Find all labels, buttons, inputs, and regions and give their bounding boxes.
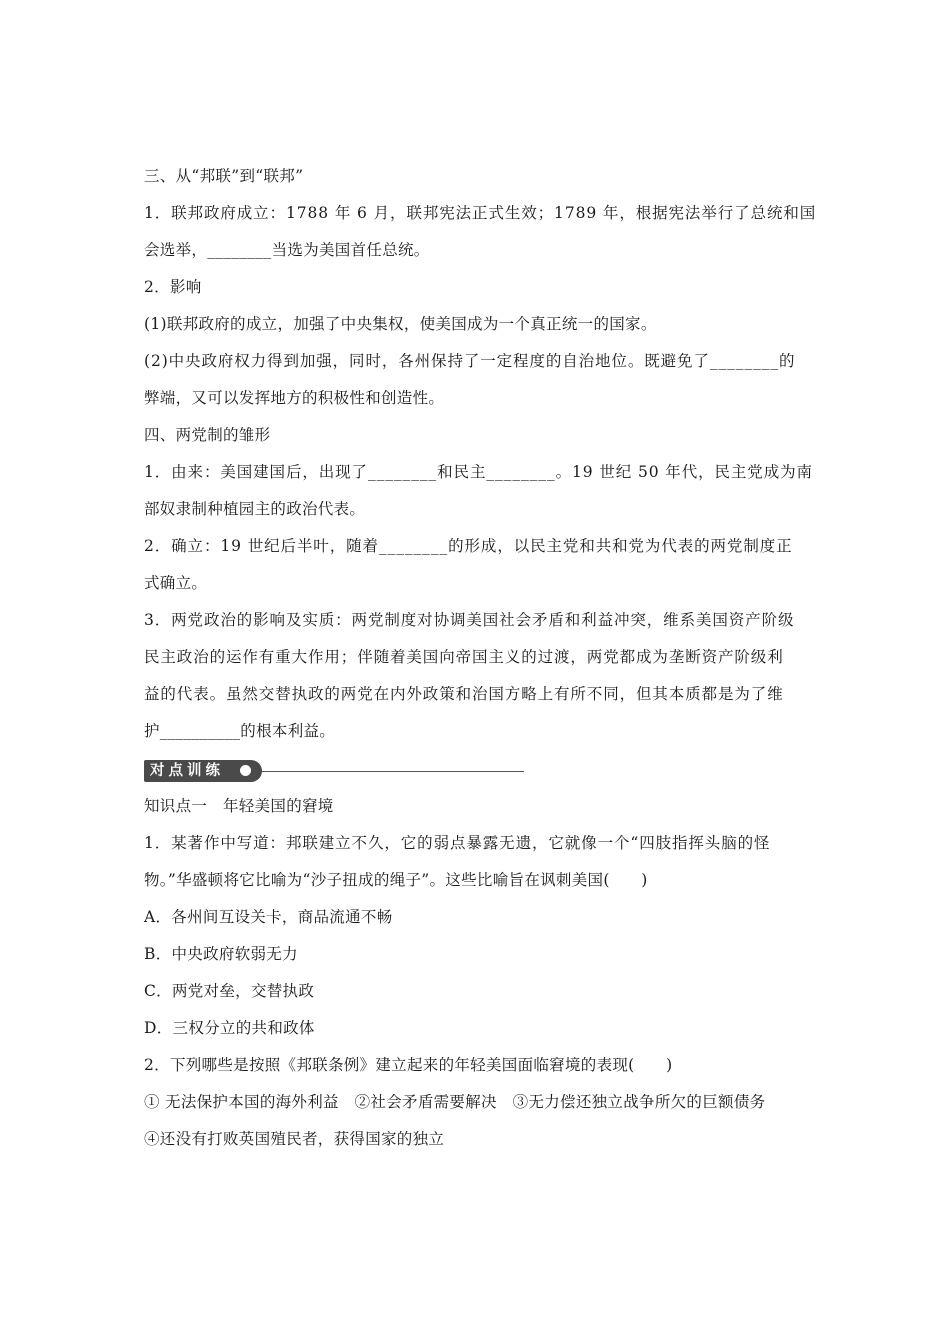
text-line: 护__________的根本利益。 xyxy=(144,722,336,740)
section-banner-title: 对点训练 xyxy=(144,760,262,782)
text-line: 3．两党政治的影响及实质：两党制度对协调美国社会矛盾和利益冲突，维系美国资产阶级 xyxy=(144,611,795,629)
section-banner xyxy=(144,754,808,786)
option-c: C．两党对垒，交替执政 xyxy=(144,982,315,1000)
text-line: 民主政治的运作有重大作用；伴随着美国向帝国主义的过渡，两党都成为垄断资产阶级利 xyxy=(144,648,784,666)
question-1-stem: 1．某著作中写道：邦联建立不久，它的弱点暴露无遗，它就像一个“四肢指挥头脑的怪 xyxy=(144,834,771,852)
text-line: 弊端，又可以发挥地方的积极性和创造性。 xyxy=(144,389,445,407)
option-d: D．三权分立的共和政体 xyxy=(144,1019,315,1037)
text-line: 2．影响 xyxy=(144,278,202,296)
text-line: 会选举，________当选为美国首任总统。 xyxy=(144,241,430,259)
divider-rule xyxy=(262,771,524,772)
heading-section-3: 三、从“邦联”到“联邦” xyxy=(144,167,304,185)
question-2-items: ④还没有打败英国殖民者，获得国家的独立 xyxy=(144,1130,445,1148)
text-line: 2．确立：19 世纪后半叶，随着________的形成，以民主党和共和党为代表的两党制度正 xyxy=(144,537,793,555)
knowledge-point-heading: 知识点一 年轻美国的窘境 xyxy=(144,797,334,815)
text-line: 1．联邦政府成立：1788 年 6 月，联邦宪法正式生效；1789 年，根据宪法举行了总统和国 xyxy=(144,204,817,222)
question-2-items: ① 无法保护本国的海外利益 ②社会矛盾需要解决 ③无力偿还独立战争所欠的巨额债务 xyxy=(144,1093,766,1111)
heading-section-4: 四、两党制的雏形 xyxy=(144,426,271,444)
text-line: 1．由来：美国建国后，出现了________和民主________。19 世纪 50 年代，民主党成为南 xyxy=(144,463,813,481)
option-a: A．各州间互设关卡，商品流通不畅 xyxy=(144,908,393,926)
text-line: 部奴隶制种植园主的政治代表。 xyxy=(144,500,366,518)
text-line: 益的代表。虽然交替执政的两党在内外政策和治国方略上有所不同，但其本质都是为了维 xyxy=(144,685,784,703)
question-2-stem: 2．下列哪些是按照《邦联条例》建立起来的年轻美国面临窘境的表现( ) xyxy=(144,1056,673,1074)
text-line: (2)中央政府权力得到加强，同时，各州保持了一定程度的自治地位。既避免了________的 xyxy=(144,352,796,370)
option-b: B．中央政府软弱无力 xyxy=(144,945,298,963)
bullet-dot-icon xyxy=(240,765,251,776)
text-line: (1)联邦政府的成立，加强了中央集权，使美国成为一个真正统一的国家。 xyxy=(144,315,657,333)
question-1-stem: 物。”华盛顿将它比喻为“沙子扭成的绳子”。这些比喻旨在讽刺美国( ) xyxy=(144,871,648,889)
document-page xyxy=(144,158,817,1158)
text-line: 式确立。 xyxy=(144,574,208,592)
